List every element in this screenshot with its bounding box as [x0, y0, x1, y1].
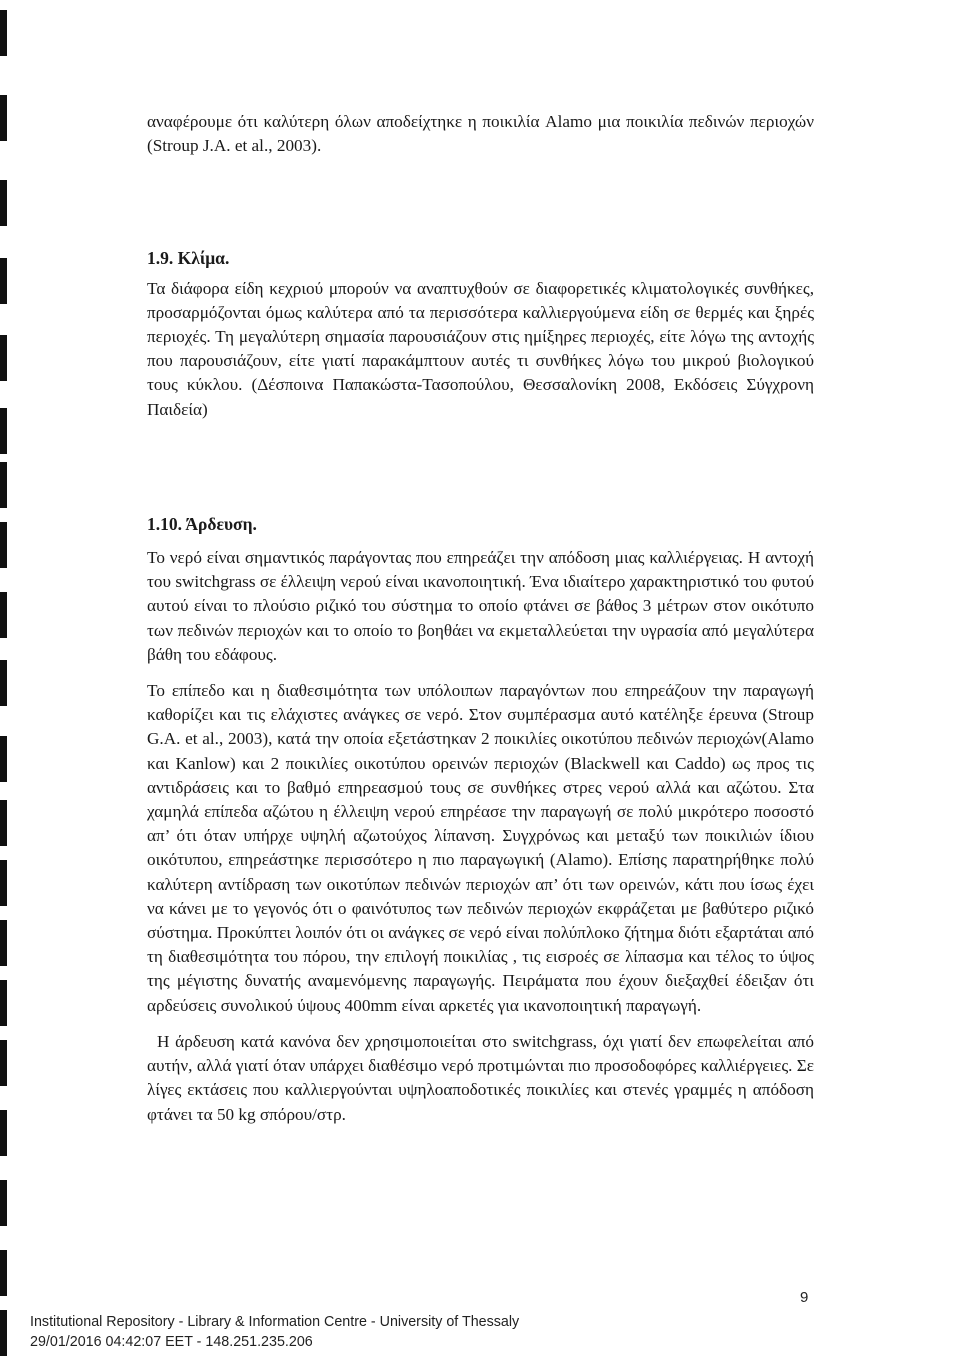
- irrigation-paragraph-2: Το επίπεδο και η διαθεσιμότητα των υπόλοιπων παραγόντων που επηρεάζουν την παραγωγή καθορίζει και τις ελάχιστες ανάγκες σε νερό. Στον συμπέρασμα αυτό κατέληξε έρευνα (Stroup G.A. et al., 2003), κατά την οποία εξετάστηκαν 2 ποικιλίες οικοτύπου πεδινών περιοχών(Alamo και Kanlow) και 2 ποικιλίες οικοτύπου ορεινών περιοχών (Blackwell και Caddo) ως προς τις αντιδράσεις και το βαθμό επηρεασμού τους σε συνθήκες στρες νερού αλλά και αζώτου. Στα χαμηλά επίπεδα αζώτου η έλλειψη νερού επηρέασε την παραγωγή σε πολύ μικρότερο ποσοστό απ’ ότι όταν υπήρχε υψηλή αζωτούχος λίπανση. Συγχρόνως και μεταξύ των ποικιλιών ίδιου οικότυπου, επηρεάστηκε περισσότερο η πιο παραγωγική (Alamo). Επίσης παρατηρήθηκε πολύ καλύτερη αντίδραση των οικοτύπων πεδινών περιοχών απ’ ότι των ορεινών, κάτι που ίσως έχει να κάνει με το γεγονός ότι ο φαινότυπος των πεδινών περιοχών εκφράζεται με βαθύτερο ριζικό σύστημα. Προκύπτει λοιπόν ότι οι ανάγκες σε νερό είναι πολύπλοκο ζήτημα διότι εξαρτάται από τη διαθεσιμότητα του πόρου, την επιλογή ποικιλίας , τις εισροές σε λίπασμα και τέλος το ύψος της μέγιστης δυνατής αναμενόμενης παραγωγής. Πειράματα που έχουν διεξαχθεί έδειξαν ότι αρδεύσεις συνολικού ύψους 400mm είναι αρκετές για ικανοποιητική παραγωγή.: [147, 681, 814, 1015]
- footer-timestamp-line: 29/01/2016 04:42:07 EET - 148.251.235.206: [30, 1334, 313, 1350]
- section-heading-irrigation: 1.10. Άρδευση.: [147, 513, 257, 534]
- document-body: [147, 110, 814, 1127]
- section-heading-climate: 1.9. Κλίμα.: [147, 248, 230, 269]
- climate-paragraph: Τα διάφορα είδη κεχριού μπορούν να αναπτυχθούν σε διαφορετικές κλιματολογικές συνθήκες, προσαρμόζονται όμως καλύτερα από τα περισσότερα καλλιεργούμενα είδη σε θερμές και ξηρές περιοχές. Τη μεγαλύτερη σημασία παρουσιάζουν στις ημίξηρες περιοχές, είτε λόγω της αντοχής που παρουσιάζουν, είτε γιατί παρακάμπτουν αυτές τι συνθήκες λόγω του μικρού βιολογικού τους κύκλου. (Δέσποινα Παπακώστα-Τασοπούλου, Θεσσαλονίκη 2008, Εκδόσεις Σύγχρονη Παιδεία): [147, 278, 814, 419]
- irrigation-paragraph-1: Το νερό είναι σημαντικός παράγοντας που επηρεάζει την απόδοση μιας καλλιέργειας. Η αντοχή του switchgrass σε έλλειψη νερού είναι ικανοποιητική. Ένα ιδιαίτερο χαρακτηριστικό του φυτού αυτού είναι το πλούσιο ριζικό του σύστημα το οποίο φτάνει σε βάθος 3 μέτρων στον οικότυπο των πεδινών περιοχών και το οποίο το βοηθάει να εκμεταλλεύεται την υγρασία από μεγαλύτερα βάθη του εδάφους.: [147, 548, 814, 664]
- footer-repository-line: Institutional Repository - Library & Information Centre - University of Thessaly: [30, 1314, 520, 1330]
- page-number: 9: [800, 1289, 809, 1306]
- intro-paragraph: αναφέρουμε ότι καλύτερη όλων αποδείχτηκε η ποικιλία Alamo μια ποικιλία πεδινών περιοχών (Stroup J.A. et al., 2003).: [147, 112, 814, 156]
- repository-footer: [30, 1312, 519, 1352]
- irrigation-paragraph-3: Η άρδευση κατά κανόνα δεν χρησιμοποιείται στο switchgrass, όχι γιατί δεν επωφελείται από αυτήν, αλλά γιατί όταν υπάρχει διαθέσιμο νερό προτιμώνται πιο προσοδοφόρες καλλιέργειες. Σε λίγες εκτάσεις που καλλιεργούνται υψηλοαποδοτικές ποικιλίες και στενές γραμμές η απόδοση φτάνει τα 50 kg σπόρου/στρ.: [147, 1031, 814, 1124]
- binding-edge-marks: [0, 0, 30, 1361]
